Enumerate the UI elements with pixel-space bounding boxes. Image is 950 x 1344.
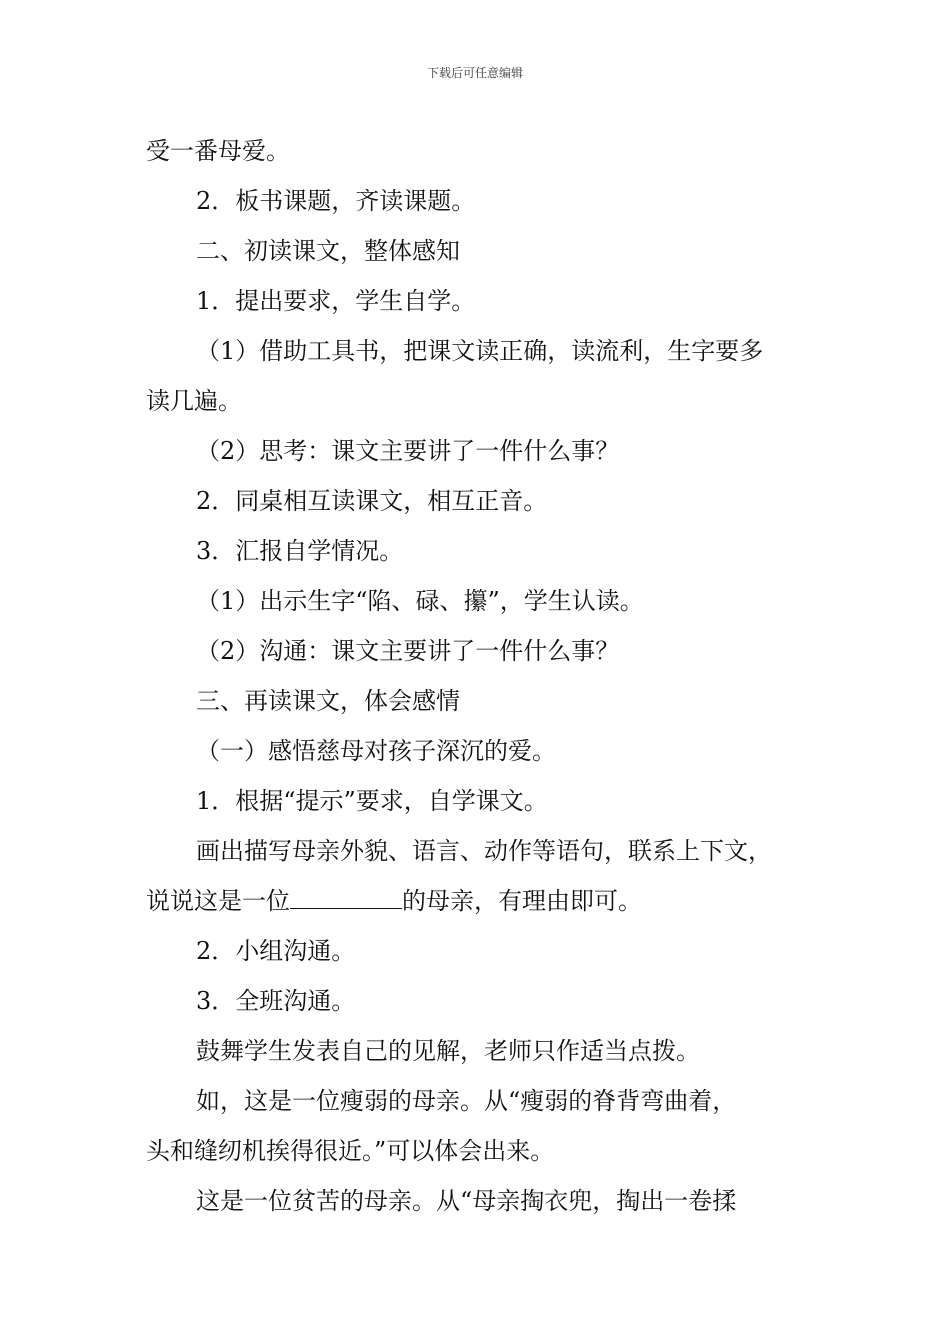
text-line: 受一番母爱。 bbox=[146, 137, 290, 165]
text-line: 1．提出要求，学生自学。 bbox=[196, 287, 476, 315]
text-line: 读几遍。 bbox=[146, 387, 242, 415]
text-line: （1）借助工具书，把课文读正确，读流利，生字要多 bbox=[196, 337, 764, 365]
text-line: 3．全班沟通。 bbox=[196, 987, 356, 1015]
section-heading: 二、初读课文，整体感知 bbox=[196, 237, 460, 265]
text-line: （1）出示生字“陷、碌、攥”，学生认读。 bbox=[196, 587, 644, 615]
text-line: 鼓舞学生发表自己的见解，老师只作适当点拨。 bbox=[196, 1037, 700, 1065]
text-line: 这是一位贫苦的母亲。从“母亲掏衣兜，掏出一卷揉 bbox=[196, 1187, 737, 1215]
text-line: 画出描写母亲外貌、语言、动作等语句，联系上下文， bbox=[196, 837, 772, 865]
text-line: 头和缝纫机挨得很近。”可以体会出来。 bbox=[146, 1137, 555, 1165]
text-line: 1．根据“提示”要求，自学课文。 bbox=[196, 787, 548, 815]
text-line-with-blank bbox=[146, 886, 642, 916]
page-header: 下载后可任意编辑 bbox=[426, 66, 523, 80]
text-line: （2）沟通：课文主要讲了一件什么事？ bbox=[196, 637, 620, 665]
text-line: 2．板书课题，齐读课题。 bbox=[196, 187, 476, 215]
subsection-heading: （一）感悟慈母对孩子深沉的爱。 bbox=[196, 737, 556, 765]
text-segment: 说说这是一位 bbox=[146, 887, 290, 915]
text-line: 如，这是一位瘦弱的母亲。从“瘦弱的脊背弯曲着， bbox=[196, 1087, 737, 1115]
text-line: 2．小组沟通。 bbox=[196, 937, 356, 965]
text-line: （2）思考：课文主要讲了一件什么事？ bbox=[196, 437, 620, 465]
fill-in-blank bbox=[290, 886, 402, 909]
section-heading: 三、再读课文，体会感情 bbox=[196, 687, 460, 715]
text-segment: 的母亲，有理由即可。 bbox=[402, 887, 642, 915]
text-line: 3．汇报自学情况。 bbox=[196, 537, 404, 565]
text-line: 2．同桌相互读课文，相互正音。 bbox=[196, 487, 548, 515]
